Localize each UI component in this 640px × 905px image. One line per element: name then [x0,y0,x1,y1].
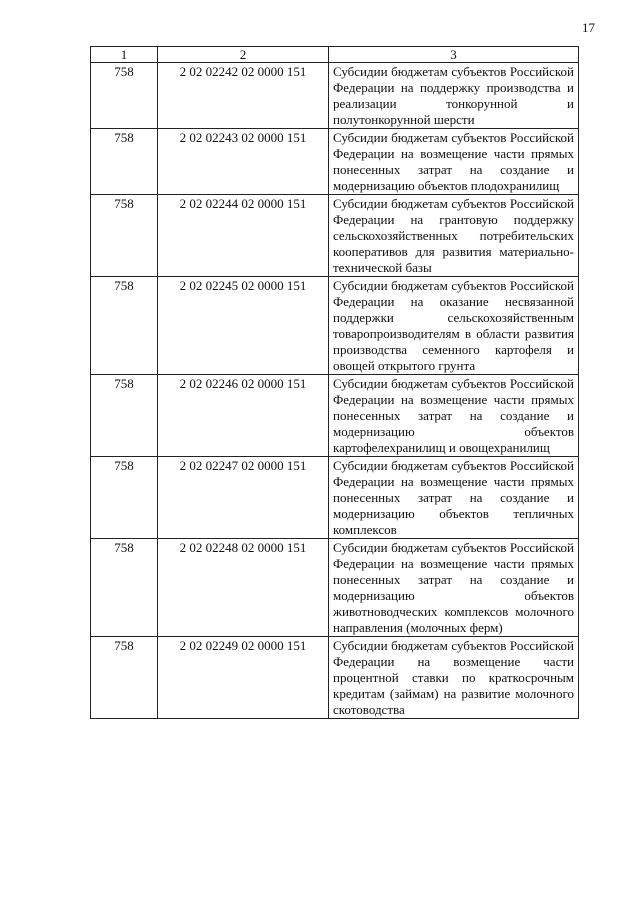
admin-code-cell: 758 [91,277,158,375]
table-row [91,539,579,637]
budget-classification-table [90,46,579,719]
budget-code-cell: 2 02 02242 02 0000 151 [158,63,329,129]
admin-code-cell: 758 [91,457,158,539]
budget-code-cell: 2 02 02247 02 0000 151 [158,457,329,539]
budget-code-cell: 2 02 02245 02 0000 151 [158,277,329,375]
admin-code-cell: 758 [91,539,158,637]
admin-code-cell: 758 [91,63,158,129]
budget-code-cell: 2 02 02246 02 0000 151 [158,375,329,457]
revenue-name-cell: Субсидии бюджетам субъектов Российской Федерации на оказание несвязанной поддержки сельскохозяйственным товаропроизводителям в области развития производства семенного картофеля и овощей открытого грунта [329,277,579,375]
table-row [91,375,579,457]
table-row [91,63,579,129]
budget-code-cell: 2 02 02243 02 0000 151 [158,129,329,195]
budget-code-cell: 2 02 02248 02 0000 151 [158,539,329,637]
budget-code-cell: 2 02 02244 02 0000 151 [158,195,329,277]
admin-code-cell: 758 [91,375,158,457]
table-row [91,195,579,277]
table-row [91,277,579,375]
admin-code-cell: 758 [91,637,158,719]
revenue-name-cell: Субсидии бюджетам субъектов Российской Федерации на возмещение части процентной ставки по краткосрочным кредитам (займам) на развитие молочного скотоводства [329,637,579,719]
revenue-name-cell: Субсидии бюджетам субъектов Российской Федерации на возмещение части прямых понесенных затрат на создание и модернизацию объектов плодохранилищ [329,129,579,195]
admin-code-cell: 758 [91,129,158,195]
column-header-2: 2 [158,47,329,63]
table-row [91,129,579,195]
page-number: 17 [582,20,595,35]
admin-code-cell: 758 [91,195,158,277]
column-header-1: 1 [91,47,158,63]
revenue-name-cell: Субсидии бюджетам субъектов Российской Федерации на грантовую поддержку сельскохозяйственных потребительских кооперативов для развития материально-технической базы [329,195,579,277]
revenue-name-cell: Субсидии бюджетам субъектов Российской Федерации на возмещение части прямых понесенных затрат на создание и модернизацию объектов картофелехранилищ и овощехранилищ [329,375,579,457]
table-row [91,637,579,719]
revenue-name-cell: Субсидии бюджетам субъектов Российской Федерации на поддержку производства и реализации тонкорунной и полутонкорунной шерсти [329,63,579,129]
revenue-name-cell: Субсидии бюджетам субъектов Российской Федерации на возмещение части прямых понесенных затрат на создание и модернизацию объектов животноводческих комплексов молочного направления (молочных ферм) [329,539,579,637]
table-row [91,457,579,539]
column-header-3: 3 [329,47,579,63]
budget-code-cell: 2 02 02249 02 0000 151 [158,637,329,719]
revenue-name-cell: Субсидии бюджетам субъектов Российской Федерации на возмещение части прямых понесенных затрат на создание и модернизацию объектов тепличных комплексов [329,457,579,539]
table-header-row [91,47,579,63]
